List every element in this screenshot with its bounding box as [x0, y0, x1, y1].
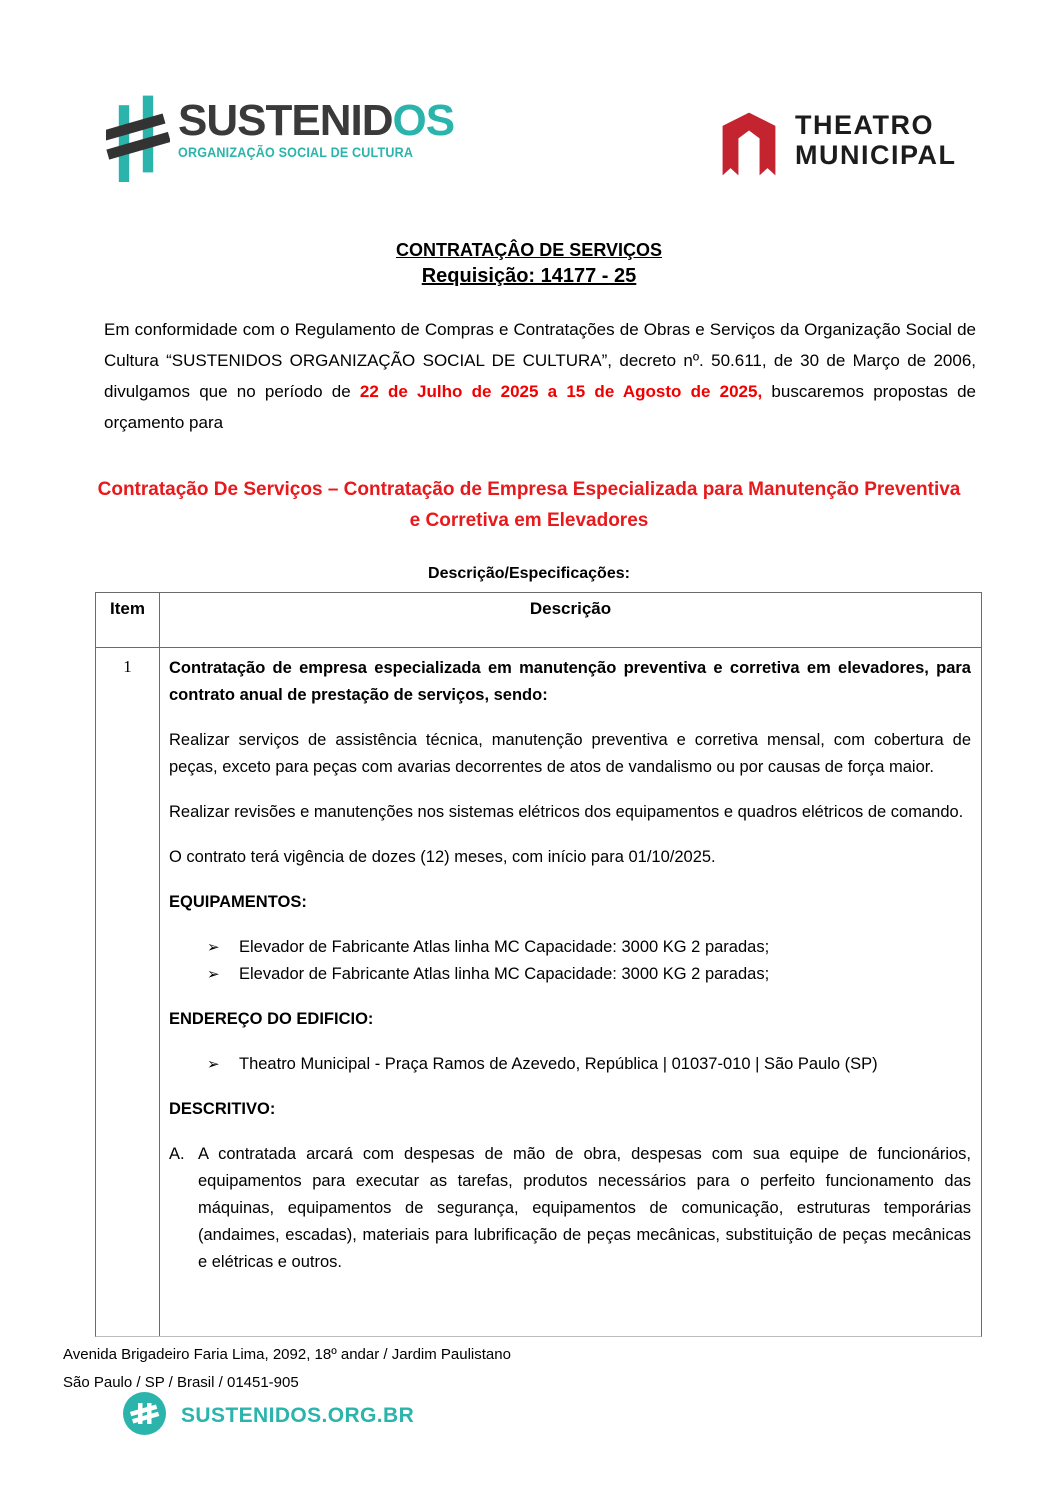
subject-heading: Contratação De Serviços – Contratação de Empresa Especializada para Manutenção Preventiva e Corretiva em Elevadores — [97, 479, 961, 531]
intro-period-highlight: 22 de Julho de 2025 a 15 de Agosto de 2025, — [359, 382, 763, 401]
item-a-label: A. — [169, 1145, 185, 1163]
theatro-municipal-logo — [716, 107, 957, 182]
list-item — [169, 934, 971, 961]
address-bullet-text: Theatro Municipal - Praça Ramos de Azevedo, República | 01037-010 | São Paulo (SP) — [239, 1055, 878, 1073]
list-item — [169, 961, 971, 988]
footer-address-line2: São Paulo / SP / Brasil / 01451-905 — [63, 1374, 299, 1391]
description-cell — [160, 648, 981, 1336]
title-requisition-number: Requisição: 14177 - 25 — [421, 265, 637, 287]
intro-part1: Em conformidade com o Regulamento de Compras e Contratações de Obras e Serviços da Organização Social de Cultura “SUSTENIDOS ORGANIZAÇÃO SOCIAL DE CULTURA”, decreto nº. 50.611, de 30 de Março de 2006, divulgamos que no período de — [104, 320, 976, 401]
theatro-arch-icon — [716, 107, 782, 182]
cell-paragraph: Realizar serviços de assistência técnica, manutenção preventiva e corretiva mensal, com cobertura de peças, exceto para peças com avarias decorrentes de atos de vandalismo ou por causas de força maior. — [169, 731, 971, 776]
intro-paragraph — [104, 314, 976, 438]
equipment-bullet-text: Elevador de Fabricante Atlas linha MC Capacidade: 3000 KG 2 paradas; — [239, 938, 770, 956]
table-row — [96, 648, 981, 1336]
footer-website: SUSTENIDOS.ORG.BR — [181, 1404, 415, 1427]
equipment-bullet-list — [169, 934, 971, 988]
footer-address — [63, 1341, 511, 1397]
table-header-row — [96, 593, 981, 648]
sustenidos-logo — [106, 92, 454, 189]
document-title — [0, 240, 1058, 288]
sustenidos-name: SUSTENIDOS — [178, 96, 455, 145]
endereco-label: ENDEREÇO DO EDIFICIO: — [169, 1010, 374, 1028]
sustenidos-wordmark — [178, 92, 454, 160]
item-a-text: A contratada arcará com despesas de mão de obra, despesas com sua equipe de funcionários, equipamentos para executar as tarefas, produtos necessários para o perfeito funcionamento das máquinas, equipamentos de segurança, equipamentos de comunicação, estruturas temporárias (andaimes, escadas), materiais para lubrificação de peças mecânicas, substituição de peças mecânicas e elétricas e outros. — [198, 1145, 971, 1271]
sustenidos-circle-hash-icon — [122, 1391, 167, 1441]
title-line1: CONTRATAÇÂO DE SERVIÇOS — [395, 240, 663, 260]
spec-table — [95, 592, 982, 1337]
arrow-bullet-icon: ➢ — [207, 939, 220, 956]
table-header-item: Item — [96, 593, 160, 647]
theatro-line1: THEATRO — [795, 110, 934, 140]
descritivo-label: DESCRITIVO: — [169, 1100, 276, 1118]
spec-section-label: Descrição/Especificações: — [428, 565, 630, 582]
sustenidos-subtitle: ORGANIZAÇÃO SOCIAL DE CULTURA — [178, 145, 414, 160]
table-header-descricao: Descrição — [529, 599, 612, 618]
list-item — [169, 1051, 971, 1078]
cell-paragraph: Realizar revisões e manutenções nos sistemas elétricos dos equipamentos e quadros elétricos de comando. — [169, 803, 964, 821]
cell-intro-bold: Contratação de empresa especializada em manutenção preventiva e corretiva em elevadores, para contrato anual de prestação de serviços, sendo: — [169, 659, 971, 704]
arrow-bullet-icon: ➢ — [207, 1056, 220, 1073]
intro-part2: buscaremos propostas de orçamento para — [104, 382, 976, 432]
arrow-bullet-icon: ➢ — [207, 966, 220, 983]
equipamentos-label: EQUIPAMENTOS: — [169, 893, 307, 911]
descritivo-item-a — [169, 1141, 971, 1276]
footer-logo — [122, 1391, 414, 1441]
footer-address-line1: Avenida Brigadeiro Faria Lima, 2092, 18º andar / Jardim Paulistano — [63, 1346, 511, 1363]
address-bullet-list — [169, 1051, 971, 1078]
equipment-bullet-text: Elevador de Fabricante Atlas linha MC Capacidade: 3000 KG 2 paradas; — [239, 965, 770, 983]
cell-paragraph: O contrato terá vigência de dozes (12) meses, com início para 01/10/2025. — [169, 848, 716, 866]
theatro-wordmark — [795, 107, 957, 170]
sustenidos-hash-icon — [106, 92, 170, 189]
theatro-line2: MUNICIPAL — [795, 140, 957, 170]
item-number-cell: 1 — [96, 648, 160, 1336]
